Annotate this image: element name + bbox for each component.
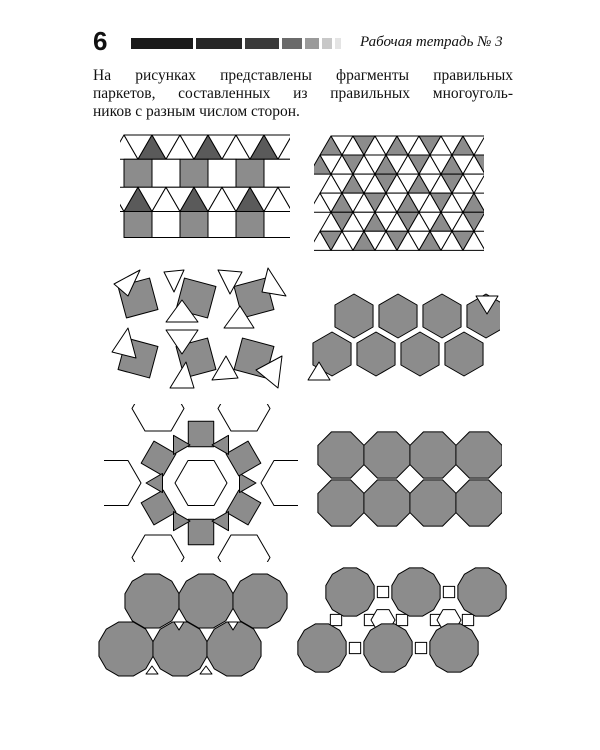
hexagon [379, 294, 417, 338]
octagon [410, 432, 456, 478]
hexagon [104, 460, 141, 505]
tessellation-squares-triangles [120, 134, 290, 246]
square [141, 441, 176, 476]
bar-segment [305, 38, 319, 49]
square [415, 642, 426, 653]
bar-segment [131, 38, 193, 49]
square [377, 586, 388, 597]
triangle [174, 512, 191, 531]
tessellation-octagons-squares [316, 430, 502, 530]
bar-segment [335, 38, 341, 49]
dodecagon [153, 622, 207, 676]
hexagon [445, 332, 483, 376]
square [124, 159, 152, 187]
hexagon [175, 460, 227, 505]
square [264, 159, 290, 187]
square [330, 614, 341, 625]
octagon [318, 480, 364, 526]
square [396, 614, 407, 625]
triangle [174, 435, 191, 454]
square [188, 421, 213, 446]
square [124, 212, 152, 238]
square [236, 159, 264, 187]
hexagon [218, 404, 270, 431]
square [188, 519, 213, 544]
square [152, 159, 180, 187]
square [264, 212, 290, 238]
square [226, 441, 261, 476]
octagon [364, 432, 410, 478]
bar-segment [196, 38, 242, 49]
triangle [146, 473, 163, 492]
hexagon [335, 294, 373, 338]
intro-line: На рисунках представлены фрагменты правильных [93, 67, 513, 84]
intro-line: ников с разным числом сторон. [93, 103, 300, 120]
square [208, 159, 236, 187]
dodecagon [364, 624, 412, 672]
square [349, 642, 360, 653]
dodecagon [179, 574, 233, 628]
octagon [456, 480, 502, 526]
octagon [456, 432, 502, 478]
dodecagon [125, 574, 179, 628]
hexagon [401, 332, 439, 376]
triangle [212, 512, 229, 531]
square [152, 212, 180, 238]
octagon [318, 432, 364, 478]
tessellation-snub-square [106, 266, 288, 396]
square [180, 212, 208, 238]
triangle [164, 270, 184, 292]
bar-segment [245, 38, 279, 49]
intro-paragraph [93, 67, 513, 121]
tessellation-dodecagons-triangles [96, 570, 290, 680]
dodecagon [458, 568, 506, 616]
hexagon [357, 332, 395, 376]
octagon [364, 480, 410, 526]
triangle [112, 328, 136, 358]
square [208, 212, 236, 238]
square [236, 212, 264, 238]
dodecagon [298, 624, 346, 672]
dodecagon [430, 624, 478, 672]
triangle [262, 268, 286, 296]
tessellation-dodecagons-hexagons-squares [294, 562, 514, 680]
octagon [410, 480, 456, 526]
hexagon [132, 535, 184, 562]
triangle [240, 473, 257, 492]
bar-segment [282, 38, 302, 49]
dodecagon [99, 622, 153, 676]
hexagon [261, 460, 298, 505]
square [462, 614, 473, 625]
page-header [0, 0, 600, 60]
square [226, 490, 261, 525]
dodecagon [233, 574, 287, 628]
bar-segment [322, 38, 332, 49]
hexagon [218, 535, 270, 562]
hexagon [132, 404, 184, 431]
tessellation-hexagons-triangles [314, 134, 484, 256]
triangle [200, 666, 212, 674]
triangle [146, 666, 158, 674]
hexagon [423, 294, 461, 338]
dodecagon [207, 622, 261, 676]
square [141, 490, 176, 525]
dodecagon [326, 568, 374, 616]
tessellation-rhombitrihexagonal [104, 404, 298, 562]
square [443, 586, 454, 597]
page-number: 6 [93, 26, 108, 56]
square [180, 159, 208, 187]
intro-line: паркетов, составленных из правильных многоуголь- [93, 85, 513, 102]
gradient-bar [131, 38, 341, 49]
triangle [212, 435, 229, 454]
dodecagon [392, 568, 440, 616]
tessellation-trihexagonal [304, 292, 500, 384]
workbook-title: Рабочая тетрадь № 3 [360, 34, 503, 50]
